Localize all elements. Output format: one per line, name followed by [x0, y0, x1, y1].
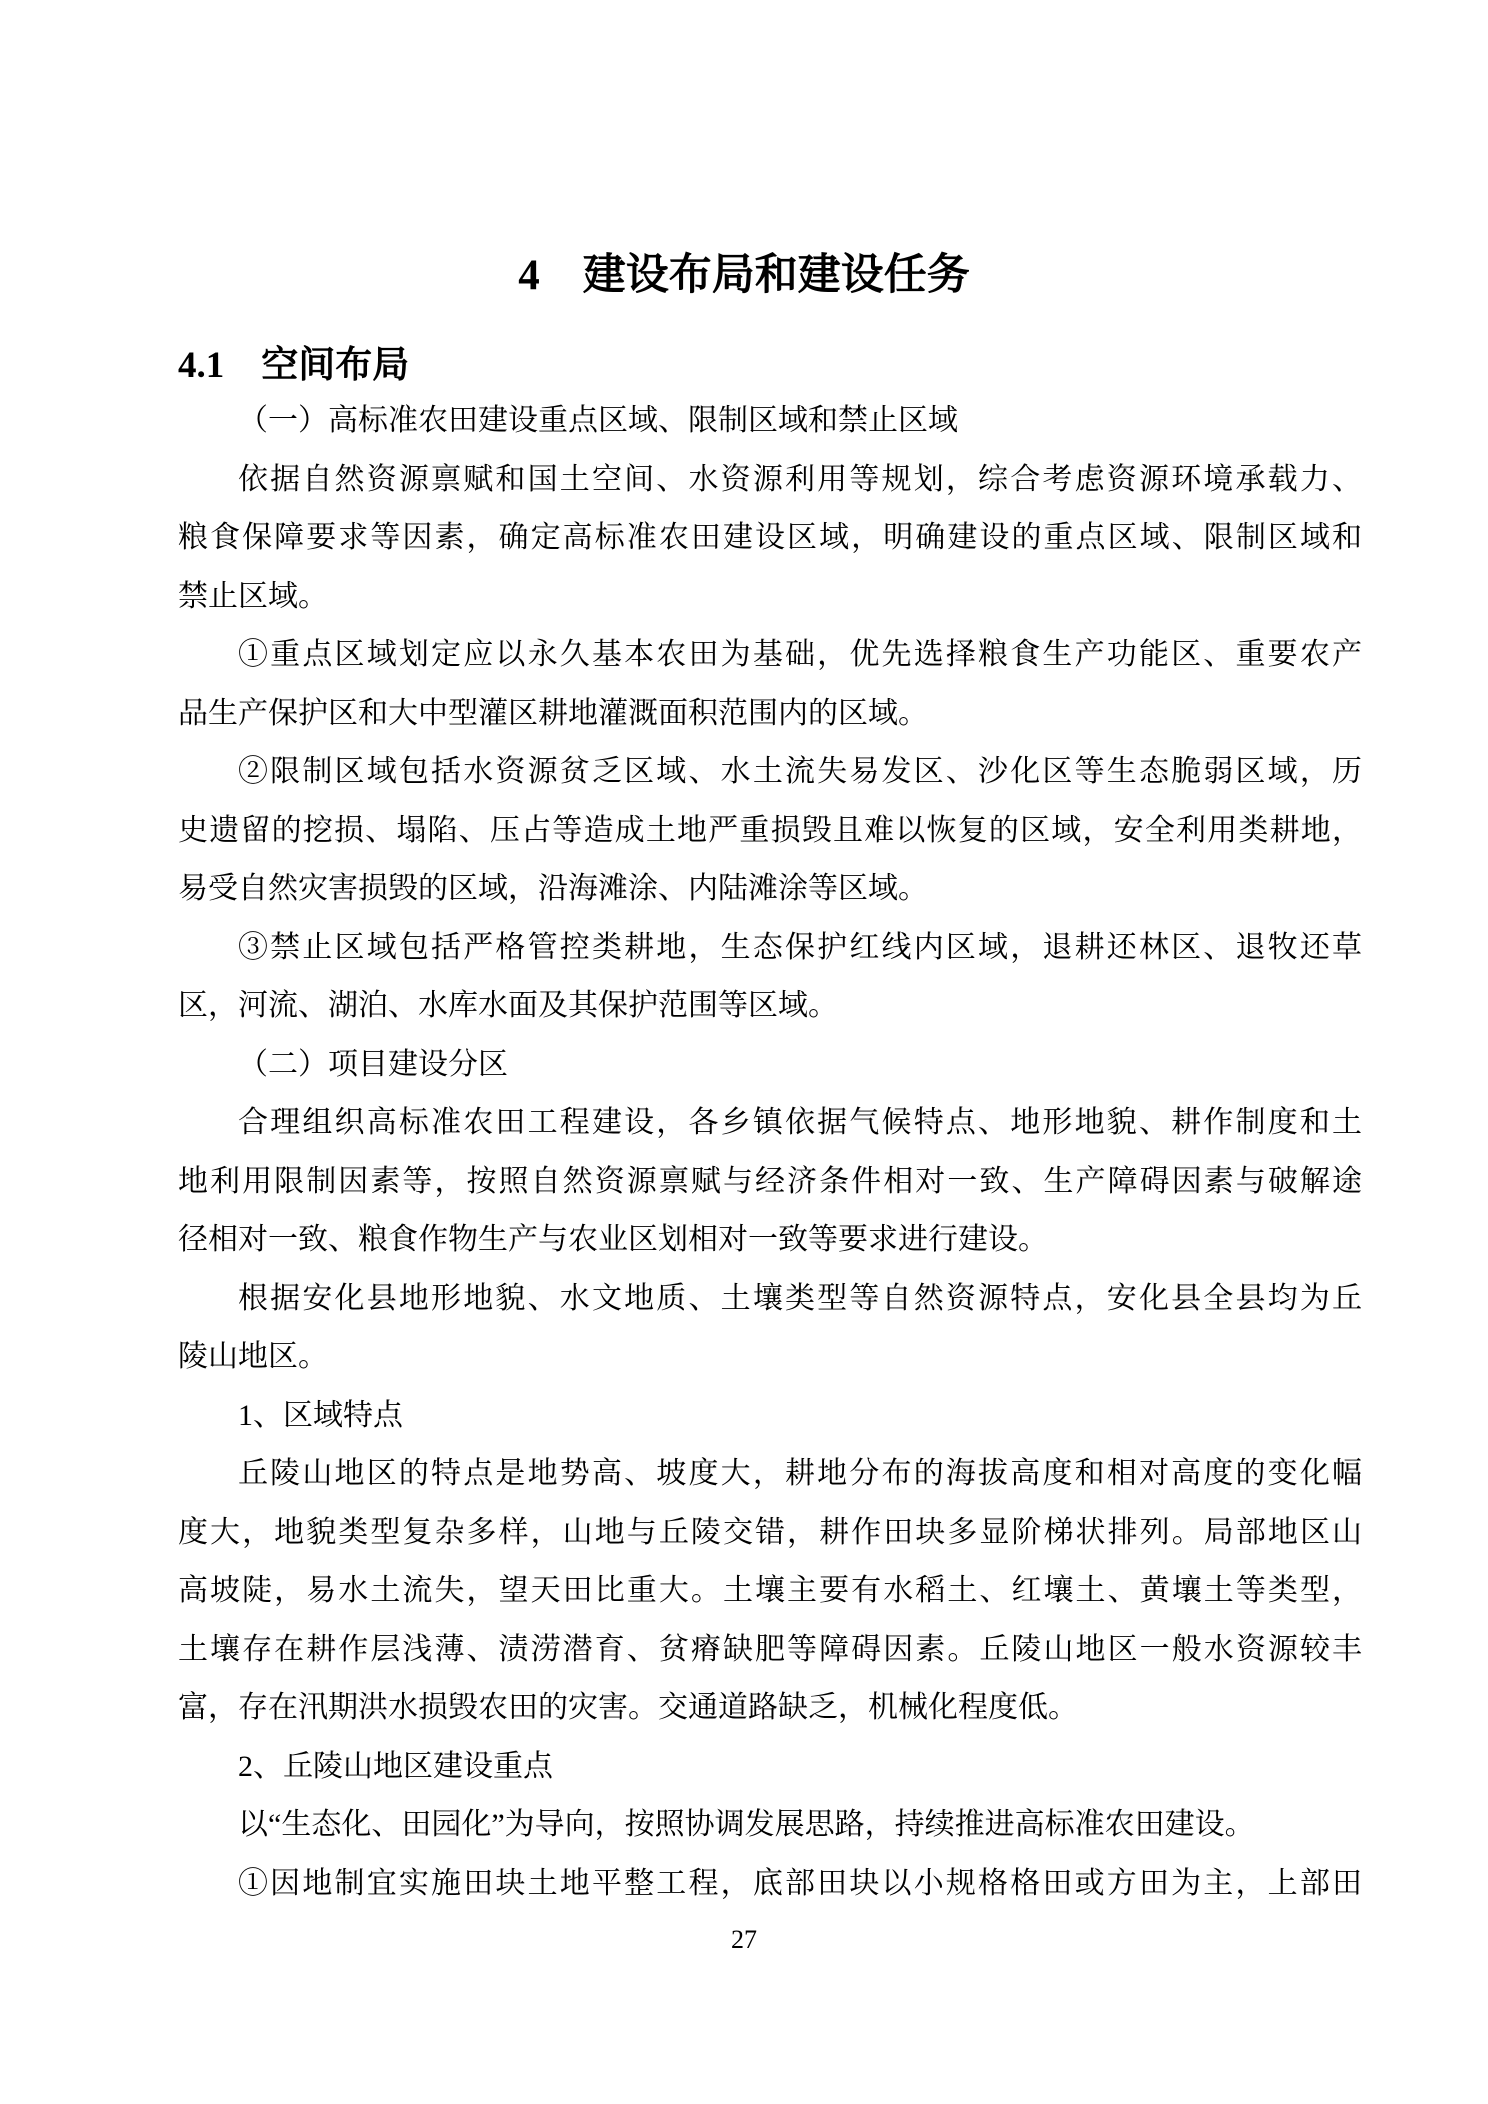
text-line: 史遗留的挖损、塌陷、压占等造成土地严重损毁且难以恢复的区域，安全利用类耕地，: [178, 813, 1362, 847]
text-line: 丘陵山地区的特点是地势高、坡度大，耕地分布的海拔高度和相对高度的变化幅: [238, 1457, 1362, 1490]
text-line: 粮食保障要求等因素，确定高标准农田建设区域，明确建设的重点区域、限制区域和: [178, 521, 1362, 554]
page-number: 27: [731, 1925, 757, 1954]
text-line: （一）高标准农田建设重点区域、限制区域和禁止区域: [238, 404, 958, 437]
text-line: 度大，地貌类型复杂多样，山地与丘陵交错，耕作田块多显阶梯状排列。局部地区山: [178, 1515, 1362, 1549]
text-line: 品生产保护区和大中型灌区耕地灌溉面积范围内的区域。: [178, 696, 928, 730]
text-line: 区，河流、湖泊、水库水面及其保护范围等区域。: [178, 989, 838, 1022]
text-line: 陵山地区。: [178, 1340, 328, 1373]
text-line: ③禁止区域包括严格管控类耕地，生态保护红线内区域，退耕还林区、退牧还草: [238, 930, 1362, 964]
text-line: 富，存在汛期洪水损毁农田的灾害。交通道路缺乏，机械化程度低。: [178, 1691, 1078, 1724]
text-line: （二）项目建设分区: [238, 1047, 508, 1081]
text-line: 径相对一致、粮食作物生产与农业区划相对一致等要求进行建设。: [178, 1223, 1048, 1256]
section-heading: 4.1 空间布局: [178, 345, 410, 386]
text-line: ①重点区域划定应以永久基本农田为基础，优先选择粮食生产功能区、重要农产: [238, 638, 1362, 671]
text-line: 1、区域特点: [238, 1398, 403, 1432]
body-text: [178, 392, 1362, 1913]
text-line: 地利用限制因素等，按照自然资源禀赋与经济条件相对一致、生产障碍因素与破解途: [178, 1164, 1362, 1198]
text-line: 高坡陡，易水土流失，望天田比重大。土壤主要有水稻土、红壤土、黄壤土等类型，: [178, 1574, 1362, 1607]
text-line: 根据安化县地形地貌、水文地质、土壤类型等自然资源特点，安化县全县均为丘: [238, 1281, 1362, 1315]
text-line: 2、丘陵山地区建设重点: [238, 1749, 553, 1783]
text-line: 禁止区域。: [178, 579, 328, 613]
text-line: 土壤存在耕作层浅薄、渍涝潜育、贫瘠缺肥等障碍因素。丘陵山地区一般水资源较丰: [178, 1632, 1362, 1666]
document-title: 4 建设布局和建设任务: [518, 252, 970, 299]
text-line: 依据自然资源禀赋和国土空间、水资源利用等规划，综合考虑资源环境承载力、: [238, 462, 1362, 496]
text-line: ①因地制宜实施田块土地平整工程，底部田块以小规格格田或方田为主，上部田: [238, 1866, 1362, 1900]
text-line: ②限制区域包括水资源贫乏区域、水土流失易发区、沙化区等生态脆弱区域，历: [238, 755, 1362, 788]
text-line: 易受自然灾害损毁的区域，沿海滩涂、内陆滩涂等区域。: [178, 872, 928, 905]
text-line: 合理组织高标准农田工程建设，各乡镇依据气候特点、地形地貌、耕作制度和土: [238, 1106, 1362, 1139]
text-line: 以“生态化、田园化”为导向，按照协调发展思路，持续推进高标准农田建设。: [238, 1808, 1255, 1841]
